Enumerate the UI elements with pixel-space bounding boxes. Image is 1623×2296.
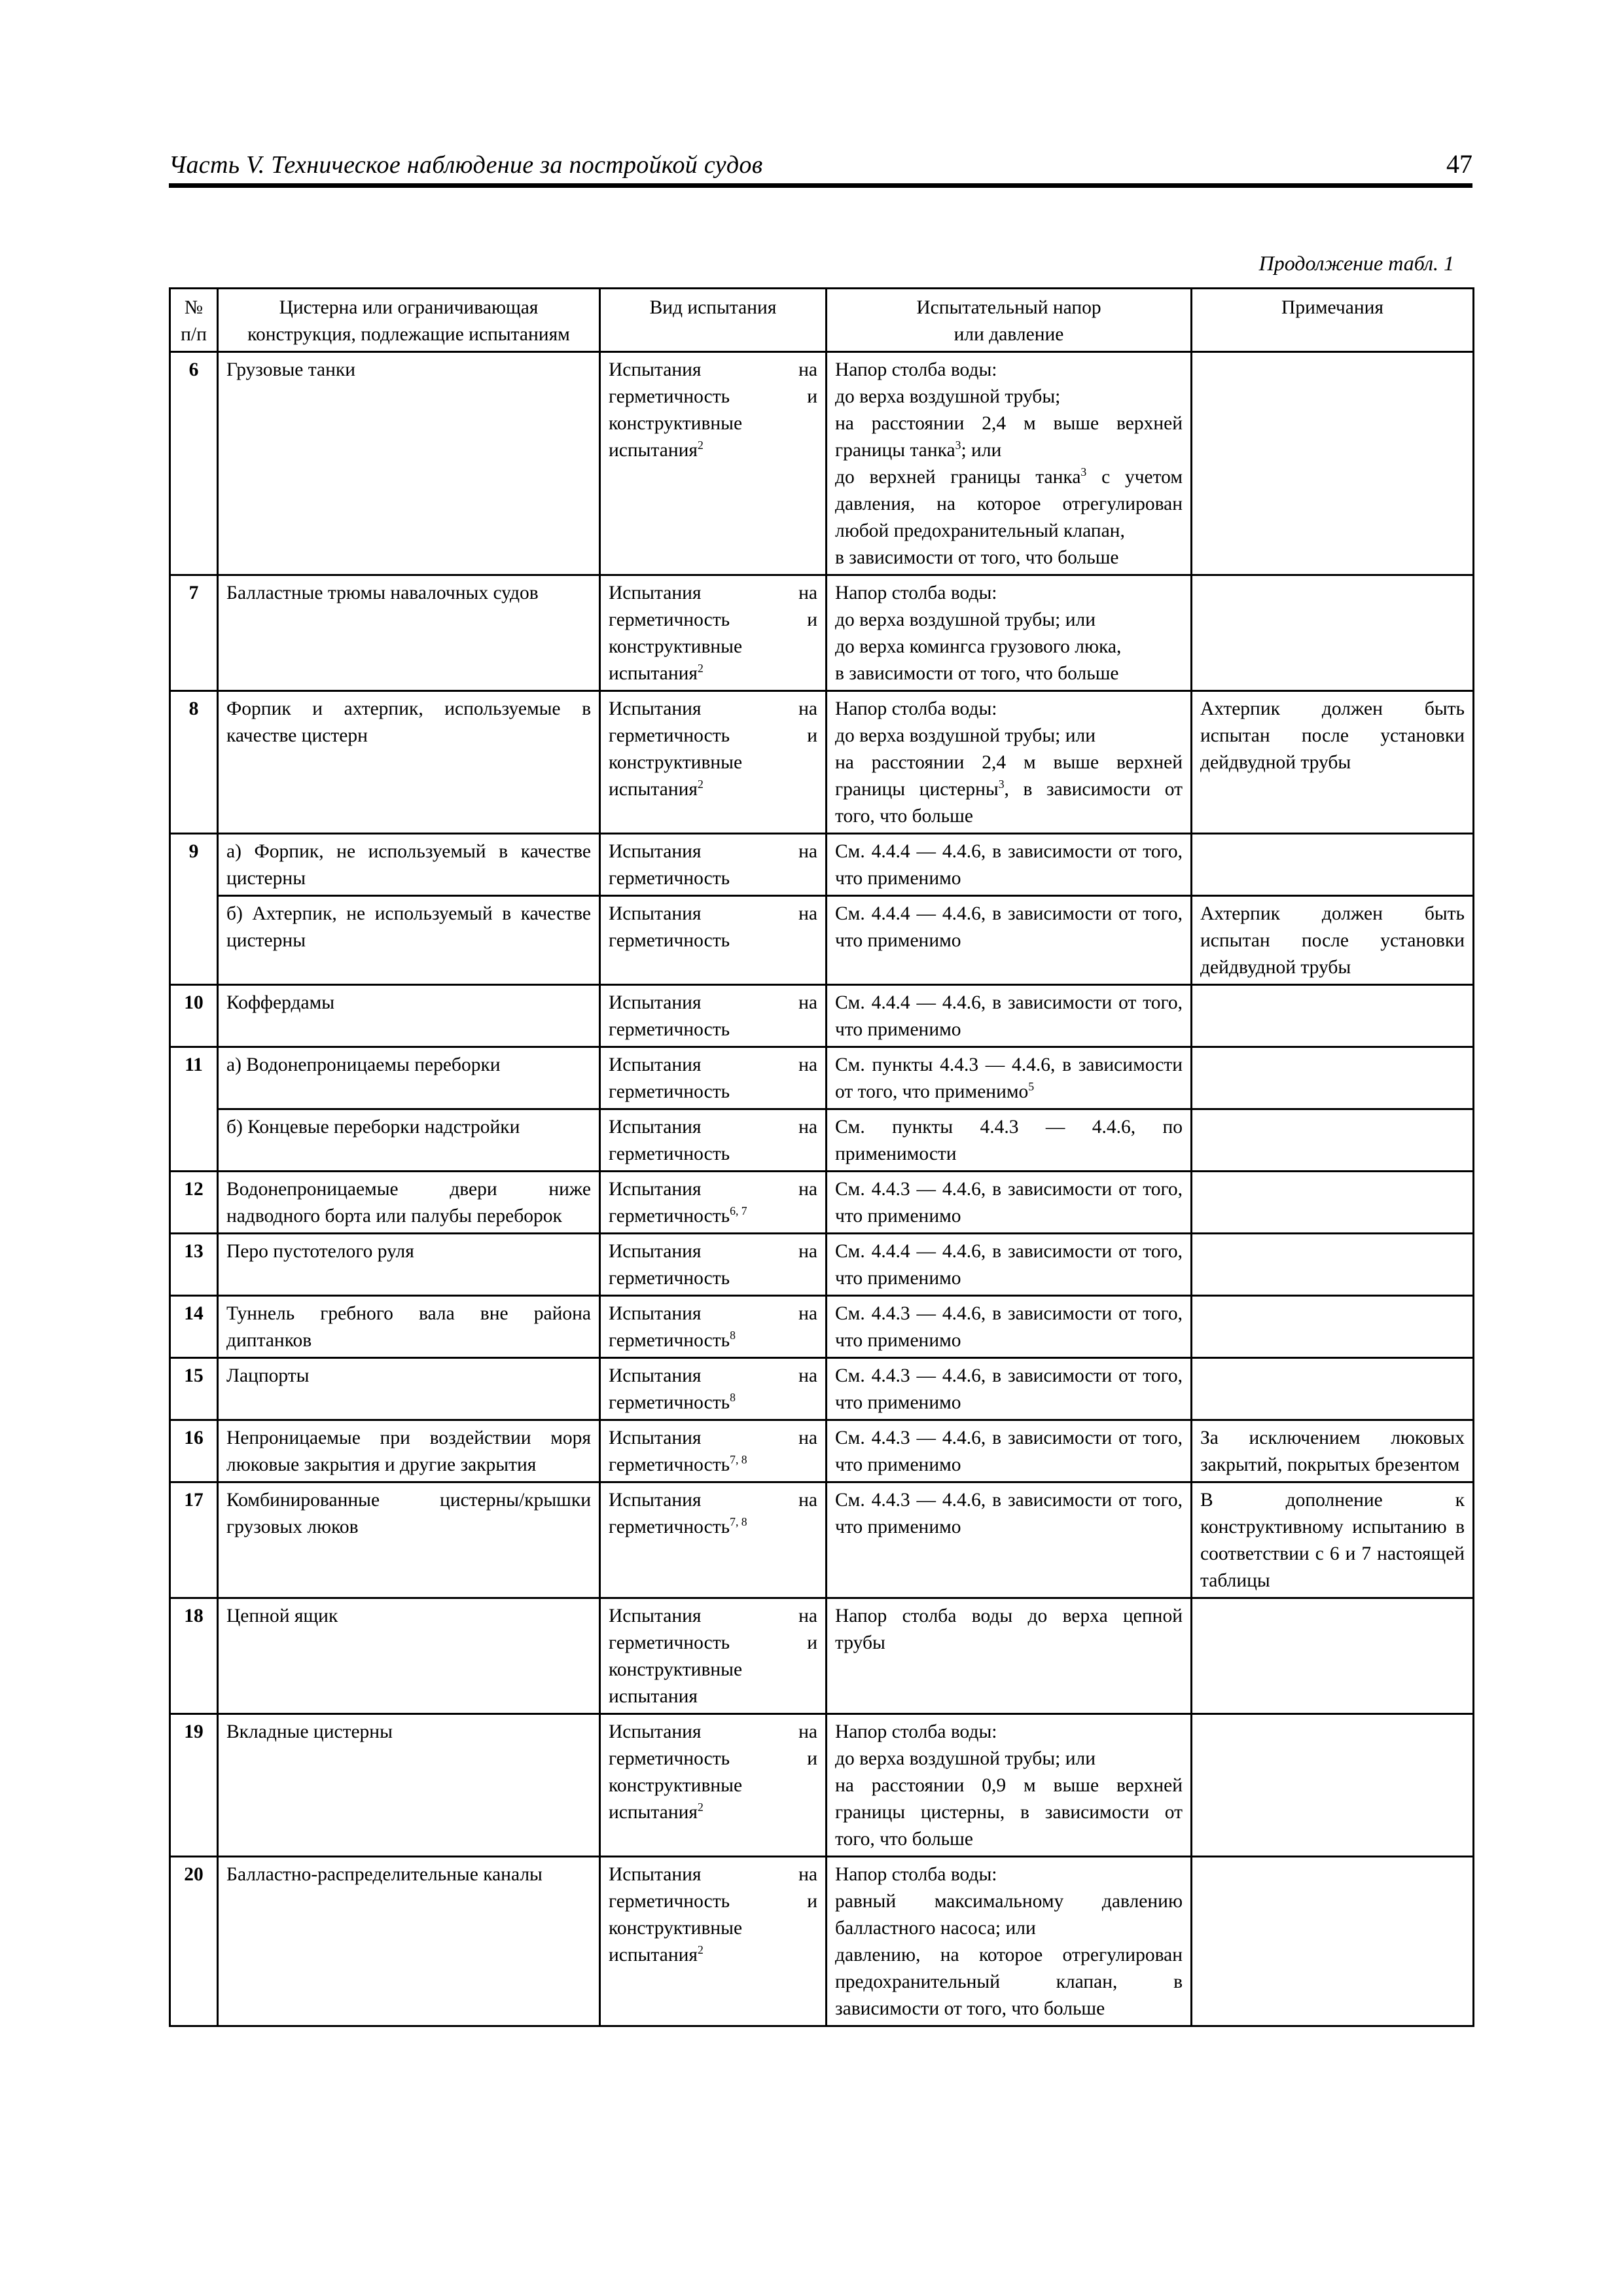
structure-cell: Непроницаемые при воздействии моря люковые закрытия и другие закрытия <box>218 1420 600 1482</box>
pressure-cell <box>827 1482 1192 1598</box>
page-number: 47 <box>1446 149 1472 179</box>
notes-cell <box>1192 985 1474 1047</box>
pressure-line <box>835 384 1183 410</box>
test-type-cell <box>600 1482 827 1598</box>
pressure-cell <box>827 352 1192 575</box>
pressure-line <box>835 1746 1183 1772</box>
pressure-line <box>835 990 1183 1043</box>
test-type-text: Испытания на герметичность <box>609 992 817 1040</box>
pressure-cell <box>827 1598 1192 1714</box>
page-header <box>169 143 1472 188</box>
column-header-structure-line: Цистерна или ограничивающая <box>279 297 539 318</box>
test-type-text: Испытания на герметичность <box>609 1179 817 1227</box>
pressure-cell <box>827 691 1192 834</box>
table-row <box>170 691 1474 834</box>
pressure-text: См. 4.4.4 — 4.4.6, в зависимости от того, что применимо <box>835 1241 1183 1289</box>
test-type-cell <box>600 352 827 575</box>
table-row <box>170 985 1474 1047</box>
test-type-text: Испытания на герметичность и конструктивные испытания <box>609 583 817 684</box>
test-type-cell <box>600 1234 827 1296</box>
structure-cell: б) Ахтерпик, не используемый в качестве цистерны <box>218 896 600 985</box>
structure-cell: Комбинированные цистерны/крышки грузовых люков <box>218 1482 600 1598</box>
pressure-text-tail: , в зависимости от того, что больше <box>835 779 1183 827</box>
row-number: 9 <box>170 834 218 985</box>
pressure-text: до верха воздушной трубы; или <box>835 609 1096 630</box>
table-continuation-label: Продолжение табл. 1 <box>1258 251 1454 275</box>
pressure-cell <box>827 896 1192 985</box>
pressure-text: См. 4.4.4 — 4.4.6, в зависимости от того, что применимо <box>835 992 1183 1040</box>
pressure-text: до верха воздушной трубы; или <box>835 725 1096 746</box>
test-type-cell <box>600 1109 827 1172</box>
footnote-ref: 3 <box>955 439 961 452</box>
pressure-line <box>835 580 1183 607</box>
pressure-line <box>835 607 1183 634</box>
table-row <box>170 1358 1474 1420</box>
pressure-text: См. 4.4.3 — 4.4.6, в зависимости от того, что применимо <box>835 1303 1183 1351</box>
structure-cell: Водонепроницаемые двери ниже надводного борта или палубы переборок <box>218 1172 600 1234</box>
row-number: 19 <box>170 1714 218 1857</box>
table-row <box>170 834 1474 896</box>
test-type-text: Испытания на герметичность <box>609 1117 817 1164</box>
pressure-text: Напор столба воды: <box>835 1864 997 1885</box>
test-type-cell <box>600 691 827 834</box>
pressure-cell <box>827 1296 1192 1358</box>
running-title: Часть V. Техническое наблюдение за постройкой судов <box>169 151 763 179</box>
notes-cell <box>1192 352 1474 575</box>
test-type-text: Испытания на герметичность <box>609 1365 817 1413</box>
pressure-line <box>835 545 1183 571</box>
column-header-test-type: Вид испытания <box>600 289 827 352</box>
pressure-text: до верха комингса грузового люка, <box>835 636 1122 657</box>
column-header-structure-line: конструкция, подлежащие испытаниям <box>247 324 570 345</box>
test-type-text: Испытания на герметичность и конструктивные испытания <box>609 698 817 800</box>
pressure-text: равный максимальному давлению балластного насоса; или <box>835 1891 1183 1939</box>
pressure-line <box>835 1772 1183 1853</box>
pressure-text: на расстоянии 0,9 м выше верхней границы цистерны, в зависимости от того, что больше <box>835 1775 1183 1850</box>
pressure-cell <box>827 575 1192 691</box>
pressure-line <box>835 1603 1183 1657</box>
pressure-cell <box>827 1420 1192 1482</box>
pressure-text: до верхней границы танка <box>835 467 1081 488</box>
footnote-ref: 3 <box>1080 465 1087 479</box>
notes-cell: Ахтерпик должен быть испытан после установки дейдвудной трубы <box>1192 896 1474 985</box>
structure-cell: Коффердамы <box>218 985 600 1047</box>
pressure-text: Напор столба воды: <box>835 1721 997 1742</box>
pressure-text: в зависимости от того, что больше <box>835 663 1119 684</box>
test-type-text: Испытания на герметичность <box>609 1054 817 1102</box>
test-type-cell <box>600 1172 827 1234</box>
pressure-line <box>835 1114 1183 1168</box>
row-number: 12 <box>170 1172 218 1234</box>
column-header-number <box>170 289 218 352</box>
footnote-ref: 2 <box>697 662 704 675</box>
test-type-cell <box>600 1296 827 1358</box>
row-number: 14 <box>170 1296 218 1358</box>
notes-cell <box>1192 1358 1474 1420</box>
pressure-line <box>835 901 1183 954</box>
row-number: 18 <box>170 1598 218 1714</box>
test-type-cell <box>600 1714 827 1857</box>
notes-cell: За исключением люковых закрытий, покрытых брезентом <box>1192 1420 1474 1482</box>
pressure-cell <box>827 1714 1192 1857</box>
table-row <box>170 352 1474 575</box>
structure-cell: Форпик и ахтерпик, используемые в качестве цистерн <box>218 691 600 834</box>
table-row <box>170 1420 1474 1482</box>
pressure-line <box>835 660 1183 687</box>
table-row <box>170 1714 1474 1857</box>
test-type-text: Испытания на герметичность <box>609 1241 817 1289</box>
column-header-pressure <box>827 289 1192 352</box>
pressure-line <box>835 1300 1183 1354</box>
notes-cell: В дополнение к конструктивному испытанию в соответствии с 6 и 7 настоящей таблицы <box>1192 1482 1474 1598</box>
pressure-text: См. 4.4.4 — 4.4.6, в зависимости от того, что применимо <box>835 841 1183 889</box>
pressure-line <box>835 1861 1183 1888</box>
pressure-line <box>835 1363 1183 1416</box>
test-type-text: Испытания на герметичность и конструктивные испытания <box>609 359 817 461</box>
table-row <box>170 1598 1474 1714</box>
pressure-text: Напор столба воды: <box>835 359 997 380</box>
pressure-line <box>835 1487 1183 1541</box>
structure-cell: а) Форпик, не используемый в качестве цистерны <box>218 834 600 896</box>
column-header-number-line: № <box>184 297 204 318</box>
pressure-line <box>835 1176 1183 1230</box>
table-row <box>170 1234 1474 1296</box>
table-row <box>170 1172 1474 1234</box>
test-type-text: Испытания на герметичность <box>609 903 817 951</box>
pressure-text: Напор столба воды: <box>835 698 997 719</box>
pressure-cell <box>827 1109 1192 1172</box>
pressure-text: в зависимости от того, что больше <box>835 547 1119 568</box>
notes-cell <box>1192 1234 1474 1296</box>
pressure-cell <box>827 1047 1192 1109</box>
test-type-text: Испытания на герметичность и конструктивные испытания <box>609 1721 817 1823</box>
test-type-cell <box>600 1047 827 1109</box>
structure-cell: Цепной ящик <box>218 1598 600 1714</box>
column-header-pressure-line: или давление <box>954 324 1064 345</box>
row-number: 15 <box>170 1358 218 1420</box>
pressure-text: См. 4.4.3 — 4.4.6, в зависимости от того, что применимо <box>835 1427 1183 1475</box>
table-row <box>170 1482 1474 1598</box>
pressure-cell <box>827 985 1192 1047</box>
row-number: 8 <box>170 691 218 834</box>
notes-cell <box>1192 1296 1474 1358</box>
footnote-ref: 2 <box>697 439 704 452</box>
test-type-text: Испытания на герметичность и конструктивные испытания <box>609 1605 817 1707</box>
row-number: 16 <box>170 1420 218 1482</box>
pressure-text: давлению, на которое отрегулирован предохранительный клапан, в зависимости от того, что больше <box>835 1945 1183 2019</box>
pressure-text: на расстоянии 2,4 м выше верхней границы цистерны <box>835 752 1183 800</box>
structure-cell: Туннель гребного вала вне района диптанков <box>218 1296 600 1358</box>
pressure-line <box>835 1942 1183 2022</box>
notes-cell <box>1192 834 1474 896</box>
pressure-text: Напор столба воды до верха цепной трубы <box>835 1605 1183 1653</box>
footnote-ref: 7, 8 <box>730 1453 747 1467</box>
structure-cell: Грузовые танки <box>218 352 600 575</box>
footnote-ref: 6, 7 <box>730 1204 747 1218</box>
pressure-line <box>835 1888 1183 1942</box>
pressure-cell <box>827 1857 1192 2026</box>
structure-cell: а) Водонепроницаемы переборки <box>218 1047 600 1109</box>
column-header-pressure-line: Испытательный напор <box>916 297 1101 318</box>
footnote-ref: 3 <box>998 778 1005 791</box>
pressure-line <box>835 696 1183 723</box>
pressure-text: См. пункты 4.4.3 — 4.4.6, по применимости <box>835 1117 1183 1164</box>
row-number: 17 <box>170 1482 218 1598</box>
structure-cell: Перо пустотелого руля <box>218 1234 600 1296</box>
footnote-ref: 2 <box>697 1943 704 1957</box>
notes-cell <box>1192 1109 1474 1172</box>
footnote-ref: 2 <box>697 778 704 791</box>
pressure-text: на расстоянии 2,4 м выше верхней границы танка <box>835 413 1183 461</box>
pressure-text: Напор столба воды: <box>835 583 997 603</box>
structure-cell: Балластно-распределительные каналы <box>218 1857 600 2026</box>
column-header-number-line: п/п <box>181 324 207 345</box>
pressure-text: См. 4.4.3 — 4.4.6, в зависимости от того, что применимо <box>835 1179 1183 1227</box>
table-row <box>170 1296 1474 1358</box>
pressure-line <box>835 1425 1183 1479</box>
pressure-text: до верха воздушной трубы; или <box>835 1748 1096 1769</box>
table-header-row <box>170 289 1474 352</box>
test-type-cell <box>600 1857 827 2026</box>
pressure-text: См. 4.4.3 — 4.4.6, в зависимости от того, что применимо <box>835 1490 1183 1537</box>
pressure-cell <box>827 834 1192 896</box>
pressure-text: См. пункты 4.4.3 — 4.4.6, в зависимости от того, что применимо <box>835 1054 1183 1102</box>
pressure-line <box>835 410 1183 464</box>
row-number: 20 <box>170 1857 218 2026</box>
footnote-ref: 8 <box>730 1329 736 1342</box>
pressure-cell <box>827 1234 1192 1296</box>
row-number: 10 <box>170 985 218 1047</box>
footnote-ref: 5 <box>1028 1080 1035 1094</box>
notes-cell <box>1192 1047 1474 1109</box>
test-requirements-table <box>169 287 1474 2027</box>
notes-cell <box>1192 1172 1474 1234</box>
test-type-cell <box>600 1420 827 1482</box>
pressure-text-tail: с учетом давления, на которое отрегулирован любой предохранительный клапан, <box>835 467 1183 541</box>
column-header-notes: Примечания <box>1192 289 1474 352</box>
pressure-line <box>835 464 1183 545</box>
table-row <box>170 1047 1474 1109</box>
test-type-text: Испытания на герметичность <box>609 1303 817 1351</box>
notes-cell <box>1192 1714 1474 1857</box>
footnote-ref: 8 <box>730 1391 736 1405</box>
column-header-structure <box>218 289 600 352</box>
test-type-text: Испытания на герметичность и конструктивные испытания <box>609 1864 817 1965</box>
test-type-text: Испытания на герметичность <box>609 1427 817 1475</box>
notes-cell <box>1192 575 1474 691</box>
pressure-line <box>835 749 1183 830</box>
table-row <box>170 1857 1474 2026</box>
pressure-line <box>835 634 1183 660</box>
pressure-line <box>835 838 1183 892</box>
pressure-text: до верха воздушной трубы; <box>835 386 1061 407</box>
test-type-cell <box>600 834 827 896</box>
test-type-cell <box>600 1598 827 1714</box>
notes-cell <box>1192 1598 1474 1714</box>
pressure-cell <box>827 1172 1192 1234</box>
row-number: 6 <box>170 352 218 575</box>
pressure-cell <box>827 1358 1192 1420</box>
table-row <box>170 575 1474 691</box>
row-number: 7 <box>170 575 218 691</box>
table-row <box>170 896 1474 985</box>
notes-cell <box>1192 1857 1474 2026</box>
structure-cell: б) Концевые переборки надстройки <box>218 1109 600 1172</box>
table-row <box>170 1109 1474 1172</box>
structure-cell: Вкладные цистерны <box>218 1714 600 1857</box>
pressure-line <box>835 1052 1183 1105</box>
structure-cell: Балластные трюмы навалочных судов <box>218 575 600 691</box>
pressure-line <box>835 1719 1183 1746</box>
pressure-line <box>835 723 1183 749</box>
test-type-cell <box>600 896 827 985</box>
test-type-text: Испытания на герметичность <box>609 1490 817 1537</box>
pressure-line <box>835 1238 1183 1292</box>
row-number: 13 <box>170 1234 218 1296</box>
test-type-text: Испытания на герметичность <box>609 841 817 889</box>
pressure-text: См. 4.4.3 — 4.4.6, в зависимости от того, что применимо <box>835 1365 1183 1413</box>
pressure-text: См. 4.4.4 — 4.4.6, в зависимости от того, что применимо <box>835 903 1183 951</box>
notes-cell: Ахтерпик должен быть испытан после установки дейдвудной трубы <box>1192 691 1474 834</box>
pressure-text-tail: ; или <box>961 440 1002 461</box>
footnote-ref: 2 <box>697 1801 704 1814</box>
table-body <box>170 352 1474 2026</box>
row-number: 11 <box>170 1047 218 1172</box>
structure-cell: Лацпорты <box>218 1358 600 1420</box>
pressure-line <box>835 357 1183 384</box>
test-type-cell <box>600 985 827 1047</box>
test-type-cell <box>600 1358 827 1420</box>
footnote-ref: 7, 8 <box>730 1515 747 1529</box>
test-type-cell <box>600 575 827 691</box>
